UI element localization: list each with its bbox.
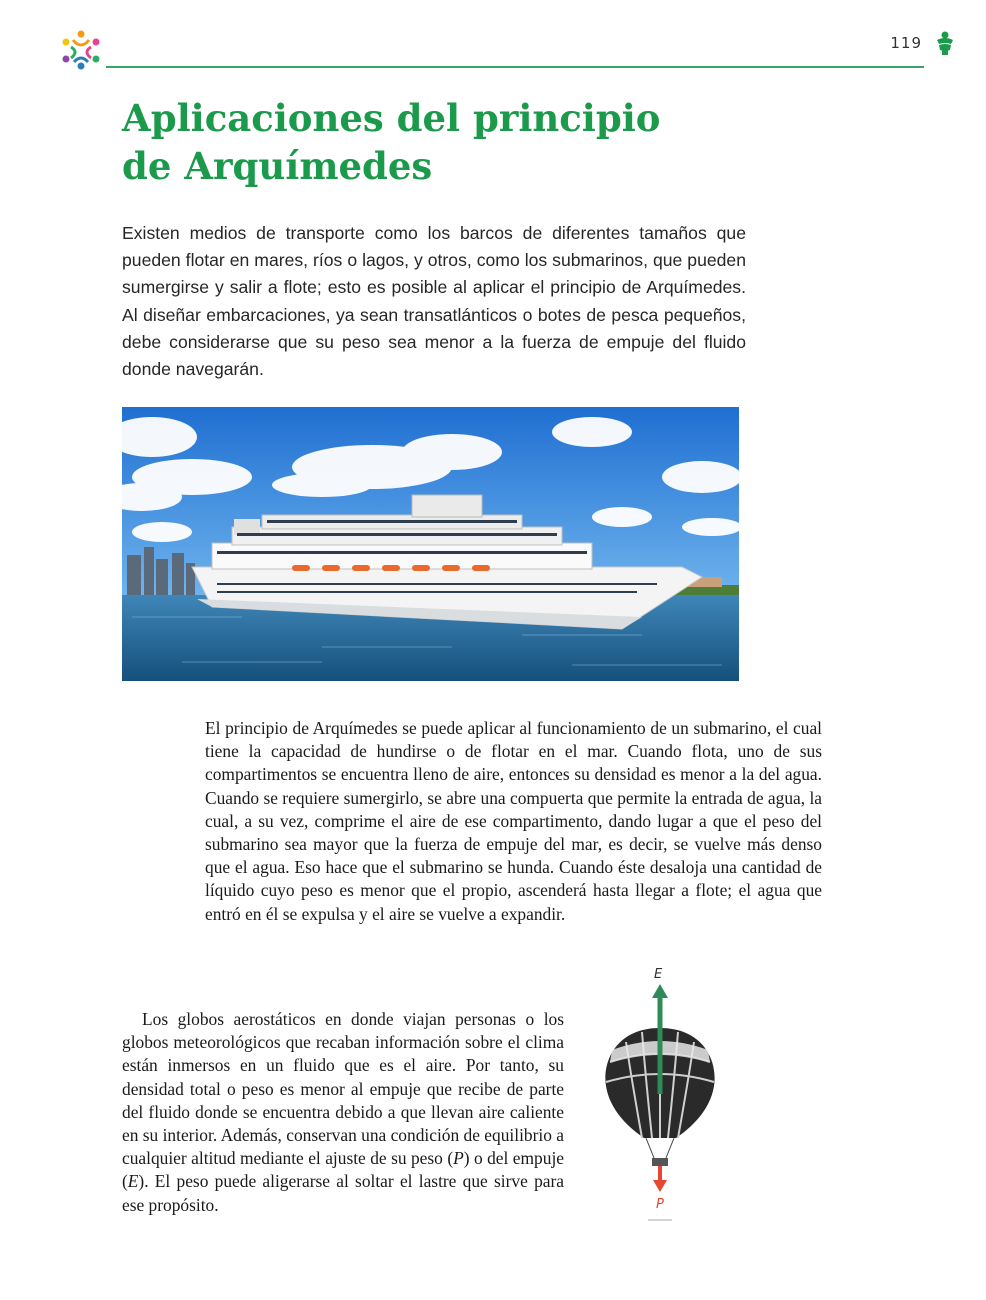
buoyancy-symbol: E xyxy=(127,1171,139,1192)
title-line-1: Aplicaciones del principio xyxy=(122,96,661,140)
intro-paragraph: Existen medios de transporte como los barcos de diferentes tamaños que pueden flotar en mares, ríos o lagos, y otros, como los submarinos, que pueden sumergirse y salir a flote; esto es posible al aplicar el principio de Arquímedes. Al diseñar embarcaciones, ya sean transatlánticos o botes de pesca pequeños, debe considerarse que su peso sea menor a la fuerza de empuje del fluido donde navegarán. xyxy=(122,223,746,380)
balloon-text-1: Los globos aerostáticos en donde viajan personas o los globos meteorológicos que recaban información sobre el clima están inmersos en un fluido que es el aire. Por tanto, su densidad total o peso es menor al empuje que recibe de parte del fluido donde se encuentra debido a que llevan aire caliente en su interior. Además, conservan una condición de equilibrio a cualquier altitud mediante el ajuste de su peso ( xyxy=(122,1009,564,1169)
balloon-text-2: ) o del empuje ( xyxy=(122,1148,564,1192)
balloon-paragraph xyxy=(122,1008,564,1217)
page-number: 119 xyxy=(890,34,922,52)
balloon-force-diagram xyxy=(596,962,724,1224)
title-line-2: de Arquímedes xyxy=(122,144,433,188)
header-rule xyxy=(106,66,924,68)
balloon-text-3: ). El peso puede aligerarse al soltar el lastre que sirve para ese propósito. xyxy=(122,1171,564,1215)
colorful-people-circle-logo xyxy=(58,28,104,70)
label-buoyancy-E: E xyxy=(654,967,663,982)
label-weight-P: P xyxy=(656,1197,664,1212)
cruise-ship-photo xyxy=(122,407,739,681)
page-title xyxy=(122,94,822,190)
submarine-paragraph: El principio de Arquímedes se puede aplicar al funcionamiento de un submarino, el cual tiene la capacidad de hundirse o de flotar en el mar. Cuando flota, uno de sus compartimentos se encuentra lleno de aire, entonces su densidad es menor a la del agua. Cuando se requiere sumergirlo, se abre una compuerta que permite la entrada de agua, la cual, a su vez, comprime el aire de ese compartimento, dando lugar a que el peso del submarino sea mayor que la fuerza de empuje del mar, es decir, se vuelve más denso que el agua. Eso hace que el submarino se hunda. Cuando éste desaloja una cantidad de líquido cuyo peso es menor que el propio, ascenderá hasta llegar a flote; el agua que entró en él se expulsa y el aire se vuelve a expandir. xyxy=(205,718,822,924)
green-figure-icon xyxy=(934,30,956,56)
weight-symbol: P xyxy=(453,1148,464,1169)
